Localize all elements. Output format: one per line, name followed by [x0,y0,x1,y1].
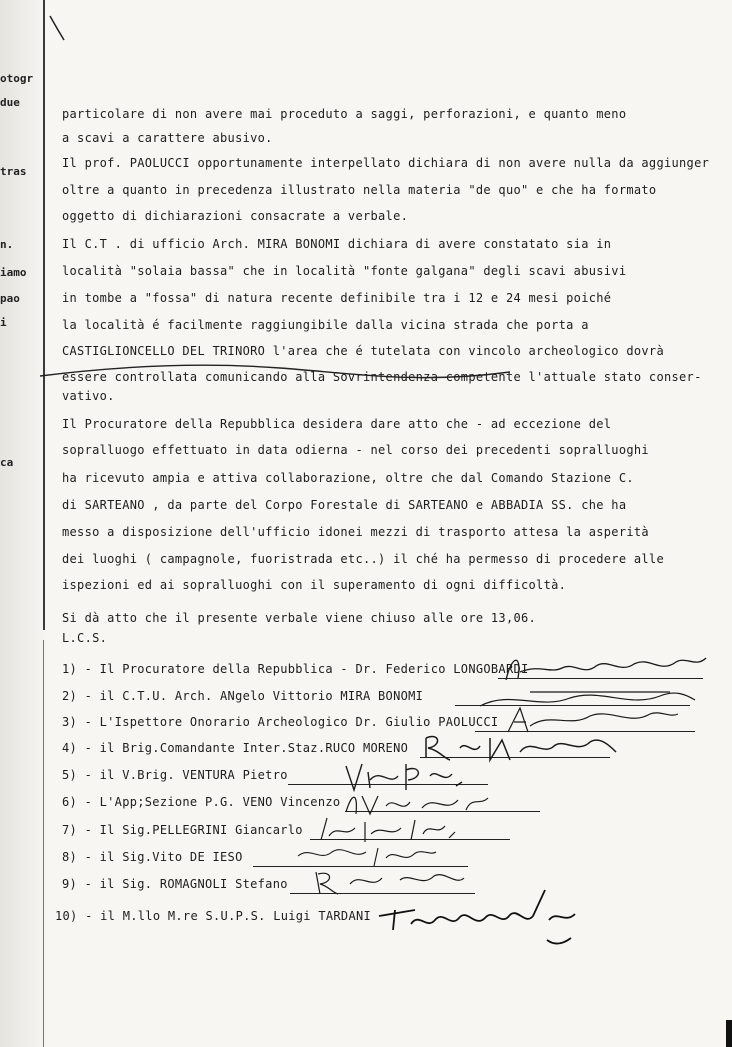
body-line: Il prof. PAOLUCCI opportunamente interpellato dichiara di non avere nulla da aggiunger [62,156,710,170]
signatory-line: 3) - L'Ispettore Onorario Archeologico Dr. Giulio PAOLUCCI [62,715,499,729]
margin-fragment: ca [0,456,14,469]
signatory-line: 8) - il Sig.Vito DE IESO [62,850,243,864]
body-line: CASTIGLIONCELLO DEL TRINORO l'area che é tutelata con vincolo archeologico dovrà [62,344,664,358]
body-line: a scavi a carattere abusivo. [62,131,273,145]
body-line: L.C.S. [62,631,108,645]
body-line: ha ricevuto ampia e attiva collaborazione, oltre che dal Comando Stazione C. [62,471,634,485]
body-line: Il Procuratore della Repubblica desidera dare atto che - ad eccezione del [62,417,612,431]
margin-fragment: due [0,96,20,109]
body-line: particolare di non avere mai proceduto a saggi, perforazioni, e quanto meno [62,107,627,121]
body-line: essere controllata comunicando alla Sovrintendenza competente l'attuale stato conser- [62,370,702,384]
signatory-line: 4) - il Brig.Comandante Inter.Staz.RUCO MORENO [62,741,409,755]
margin-fragment: n. [0,238,14,251]
body-line: oltre a quanto in precedenza illustrato nella materia "de quo" e che ha formato [62,183,657,197]
signatory-line: 1) - Il Procuratore della Repubblica - Dr. Federico LONGOBARDI [62,662,529,676]
pen-stroke-mark [40,354,510,394]
scan-edge-mark [726,1020,732,1047]
margin-fragment: pao [0,292,20,305]
margin-fragment: iamo [0,266,27,279]
body-line: ispezioni ed ai sopralluoghi con il superamento di ogni difficoltà. [62,578,567,592]
body-line: oggetto di dichiarazioni consacrate a verbale. [62,209,409,223]
margin-fragment: i [0,316,7,329]
body-line: sopralluogo effettuato in data odierna - nel corso dei precedenti sopralluoghi [62,443,649,457]
page-fold-line [43,0,45,630]
body-line: Si dà atto che il presente verbale viene chiuso alle ore 13,06. [62,611,537,625]
page-fold-line-lower [43,640,44,1047]
body-line: di SARTEANO , da parte del Corpo Forestale di SARTEANO e ABBADIA SS. che ha [62,498,627,512]
body-line: dei luoghi ( campagnole, fuoristrada etc..) il ché ha permesso di procedere alle [62,552,664,566]
signature-tardani [375,880,590,950]
body-line: messo a disposizione dell'ufficio idonei mezzi di trasporto attesa la asperità [62,525,649,539]
pen-tick-mark [48,14,68,44]
signatory-line: 7) - Il Sig.PELLEGRINI Giancarlo [62,823,303,837]
signatory-line: 6) - L'App;Sezione P.G. VENO Vincenzo [62,795,341,809]
signatory-line: 10) - il M.llo M.re S.U.P.S. Luigi TARDANI [55,909,372,923]
signatory-line: 2) - il C.T.U. Arch. ANgelo Vittorio MIRA BONOMI [62,689,424,703]
margin-fragment: tras [0,165,27,178]
signatory-line: 9) - il Sig. ROMAGNOLI Stefano [62,877,288,891]
margin-fragment: otogr [0,72,34,85]
signatory-line: 5) - il V.Brig. VENTURA Pietro [62,768,288,782]
body-line: in tombe a "fossa" di natura recente definibile tra i 12 e 24 mesi poiché [62,291,612,305]
body-line: Il C.T . di ufficio Arch. MIRA BONOMI dichiara di avere constatato sia in [62,237,612,251]
body-line: località "solaia bassa" che in località "fonte galgana" degli scavi abusivi [62,264,627,278]
body-line: vativo. [62,389,115,403]
body-line: la località é facilmente raggiungibile dalla vicina strada che porta a [62,318,589,332]
